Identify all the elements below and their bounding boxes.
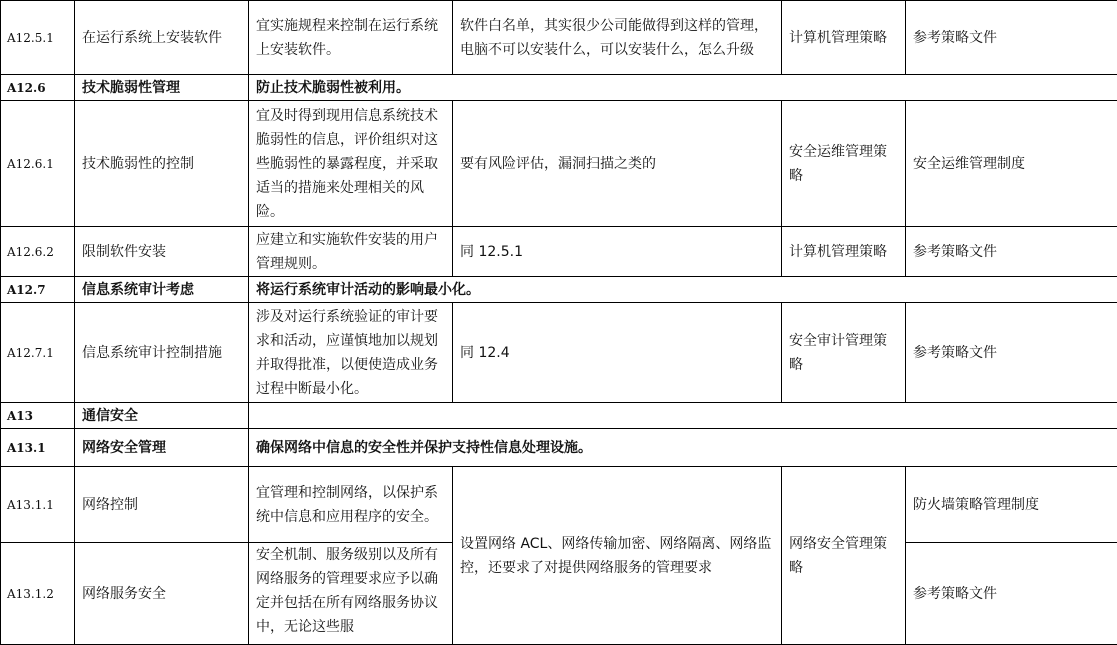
reference-document: 安全运维管理制度 [906,101,1117,227]
section-row [1,429,1117,467]
implementation-note: 要有风险评估，漏洞扫描之类的 [453,101,782,227]
reference-document: 参考策略文件 [906,303,1117,403]
section-name: 信息系统审计考虑 [75,277,249,303]
section-id: A13 [1,403,75,429]
implementation-note: 同 12.4 [453,303,782,403]
reference-document: 参考策略文件 [906,227,1117,277]
policy-name: 网络安全管理策略 [782,467,906,645]
policy-name: 计算机管理策略 [782,1,906,75]
table-row [1,467,1117,543]
policy-name: 计算机管理策略 [782,227,906,277]
section-objective: 确保网络中信息的安全性并保护支持性信息处理设施。 [249,429,1117,467]
section-id: A12.6 [1,75,75,101]
implementation-note: 同 12.5.1 [453,227,782,277]
control-name: 在运行系统上安装软件 [75,1,249,75]
control-name: 限制软件安装 [75,227,249,277]
control-description: 宜及时得到现用信息系统技术脆弱性的信息，评价组织对这些脆弱性的暴露程度，并采取适当的措施来处理相关的风险。 [249,101,453,227]
control-description: 安全机制、服务级别以及所有网络服务的管理要求应予以确定并包括在所有网络服务协议中，无论这些服 [249,543,453,645]
table-row [1,101,1117,227]
table-row [1,227,1117,277]
section-row [1,75,1117,101]
table-row [1,303,1117,403]
control-id: A13.1.1 [1,467,75,543]
control-name: 信息系统审计控制措施 [75,303,249,403]
section-id: A13.1 [1,429,75,467]
control-name: 网络服务安全 [75,543,249,645]
policy-name: 安全审计管理策略 [782,303,906,403]
control-description: 宜管理和控制网络，以保护系统中信息和应用程序的安全。 [249,467,453,543]
table-row [1,1,1117,75]
control-id: A12.6.2 [1,227,75,277]
control-name: 网络控制 [75,467,249,543]
policy-name: 安全运维管理策略 [782,101,906,227]
control-id: A12.7.1 [1,303,75,403]
section-id: A12.7 [1,277,75,303]
section-objective: 防止技术脆弱性被利用。 [249,75,1117,101]
reference-document: 参考策略文件 [906,1,1117,75]
section-objective: 将运行系统审计活动的影响最小化。 [249,277,1117,303]
section-row [1,277,1117,303]
control-id: A12.5.1 [1,1,75,75]
section-name: 通信安全 [75,403,249,429]
control-description: 涉及对运行系统验证的审计要求和活动，应谨慎地加以规划并取得批准，以便使造成业务过程中断最小化。 [249,303,453,403]
reference-document: 防火墙策略管理制度 [906,467,1117,543]
control-id: A12.6.1 [1,101,75,227]
section-name: 技术脆弱性管理 [75,75,249,101]
control-description: 宜实施规程来控制在运行系统上安装软件。 [249,1,453,75]
section-name: 网络安全管理 [75,429,249,467]
control-name: 技术脆弱性的控制 [75,101,249,227]
reference-document: 参考策略文件 [906,543,1117,645]
control-id: A13.1.2 [1,543,75,645]
section-row [1,403,1117,429]
implementation-note: 软件白名单，其实很少公司能做得到这样的管理，电脑不可以安装什么，可以安装什么，怎么升级 [453,1,782,75]
section-objective [249,403,1117,429]
control-description: 应建立和实施软件安装的用户管理规则。 [249,227,453,277]
implementation-note: 设置网络 ACL、网络传输加密、网络隔离、网络监控，还要求了对提供网络服务的管理要求 [453,467,782,645]
